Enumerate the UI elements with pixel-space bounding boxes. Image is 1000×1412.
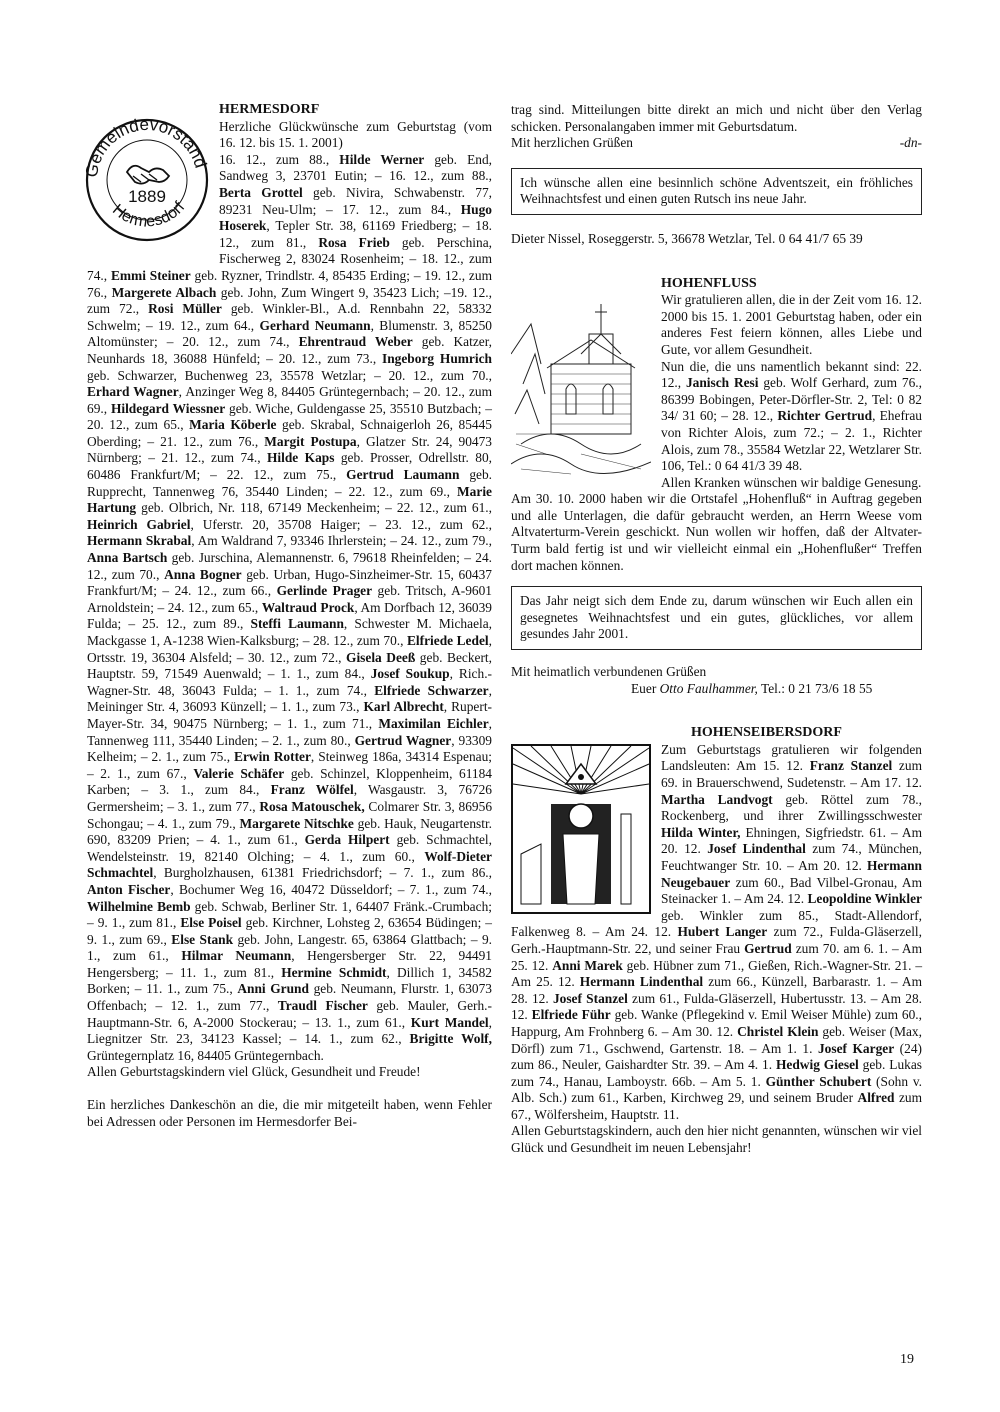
hohenseibersdorf-entry-detail-8: geb. Hübner zum 71., Gießen, Rich.-Wagner-Str. 21. – Am 25. 12.: [511, 957, 923, 990]
hermesdorf-birthday-detail-7: , Blumenstr. 3, 85250 Altomünster; – 20. 12., zum 74.,: [87, 317, 492, 350]
hermesdorf-birthday-name-16: Marie Hartung: [87, 483, 492, 516]
hermesdorf-birthday-detail-38: , Bochumer Weg 16, 40472 Düsseldorf; – 7. 1., zum 74.,: [170, 881, 492, 897]
hermesdorf-birthday-name-15: Gertrud Laumann: [346, 467, 460, 483]
hermesdorf-birthday-detail-14: geb. Prosser, Odrellstr. 80, 60486 Frankfurt/M; – 22. 12., zum 75.,: [87, 450, 492, 483]
hohenseibersdorf-entry-name-8: Anni Marek: [552, 957, 623, 973]
hermesdorf-birthday-name-42: Hilmar Neumann: [181, 948, 292, 964]
hohenfluss-sick: Allen Kranken wünschen wir baldige Genesung.: [661, 474, 922, 490]
hermesdorf-heading: HERMESDORF: [219, 102, 320, 117]
hohenseibersdorf-entry-name-10: Josef Stanzel: [552, 990, 628, 1006]
hermesdorf-birthday-name-0: Hilde Werner: [339, 151, 425, 167]
hermesdorf-birthday-detail-16: geb. Olbrich, Nr. 118, 67149 Meckenheim; – 22. 12., zum 61.,: [136, 500, 492, 516]
hohenseibersdorf-entry-detail-2: Ehningen, Sigfriedstr. 61. – Am 20. 12.: [661, 824, 922, 857]
hohenfluss-heading: HOHENFLUSS: [661, 275, 757, 291]
hohenseibersdorf-entry-name-0: Franz Stanzel: [809, 758, 893, 774]
hermesdorf-birthday-name-6: Rosi Müller: [148, 301, 222, 317]
hermesdorf-birthday-name-1: Berta Grottel: [219, 184, 303, 200]
hermesdorf-birthday-detail-40: geb. Kirchner, Lohsteg 2, 63654 Büdingen; – 9. 1., zum 69.,: [87, 915, 492, 947]
church-illustration: [511, 294, 651, 490]
hermesdorf-birthday-name-20: Anna Bogner: [164, 566, 242, 582]
hohenfluss-greeting: Mit heimatlich verbundenen Grüßen: [511, 664, 707, 680]
hohenseibersdorf-entry-detail-1: geb. Röttel zum 78., Rockenberg, und ihrer Zwillingsschwester: [661, 791, 923, 824]
hohenseibersdorf-entry-name-12: Christel Klein: [737, 1023, 819, 1039]
hermesdorf-stamp: [83, 102, 211, 257]
hermesdorf-birthday-name-46: Kurt Mandel: [410, 1014, 489, 1030]
hermesdorf-birthday-detail-12: geb. Skrabal, Schnaigerloh 26, 85445 Oberding; – 21. 12., zum 76.,: [87, 417, 492, 449]
hermesdorf-birthday-detail-11: geb. Wiche, Guldengasse 25, 35510 Butzbach; –20. 12., zum 65.,: [87, 400, 493, 433]
hermesdorf-birthday-name-19: Anna Bartsch: [87, 550, 168, 566]
hermesdorf-birthday-name-36: Gerda Hilpert: [304, 832, 390, 848]
hohenseibersdorf-entry-name-11: Elfriede Führ: [531, 1007, 611, 1023]
hohenseibersdorf-entry-detail-0: zum 69. in Brauerschwend, Sudetenstr. – Am 17. 12.: [661, 758, 922, 790]
hohenfluss-named-pre: Nun die, die uns namentlich bekannt sind: 22. 12.,: [661, 358, 922, 391]
hermesdorf-birthday-name-43: Hermine Schmidt: [281, 964, 387, 980]
hermesdorf-birthday-name-44: Anni Grund: [237, 981, 309, 997]
hermesdorf-thanks-a: Ein herzliches Dankeschön an die, die mir mitgeteilt haben, wenn Fehler bei Adressen oder Personen im Hermesdorfer Bei-: [87, 1097, 492, 1129]
hermesdorf-birthday-detail-22: , Am Dorfbach 12, 36039 Fulda; – 25. 12., zum 89.,: [87, 599, 492, 632]
hohenfluss-sign-tel: Tel.: 0 21 73/6 18 55: [757, 680, 873, 696]
hermesdorf-birthday-name-17: Heinrich Gabriel: [87, 516, 191, 532]
hohenfluss-box: Das Jahr neigt sich dem Ende zu, darum wünschen wir Euch allen ein gesegnetes Weihnachtsfest und ein gutes, glückliches, vor allem gesundes Jahr 2001.: [511, 586, 922, 650]
hermesdorf-birthday-detail-13: , Glatzer Str. 24, 90473 Nürnberg; – 21. 12., zum 74.,: [87, 433, 493, 466]
hermesdorf-birthday-detail-28: , Rupert-Mayer-Str. 34, 90475 Nürnberg; – 1. 1., zum 71.,: [87, 699, 493, 731]
hohenfluss-sign-name: Otto Faulhammer,: [659, 680, 758, 696]
hohenseibersdorf-entry-detail-13: (24) zum 86., Neuler, Gaishardter Str. 39. – Am 4. 1.: [511, 1040, 922, 1073]
hohenseibersdorf-closing: Allen Geburtstagskindern, auch den hier nicht genannten, wünschen wir viel Glück und Gesundheit im neuen Lebensjahr!: [511, 1123, 922, 1156]
woodcut-illustration: [511, 744, 651, 914]
hermesdorf-birthday-name-40: Else Poisel: [180, 915, 242, 931]
hermesdorf-birthday-detail-19: geb. Jurschina, Alemannenstr. 6, 79618 Rheinfelden; – 24. 12., zum 70.,: [87, 550, 493, 582]
hermesdorf-birthday-name-12: Maria Köberle: [189, 417, 277, 433]
hermesdorf-birthday-detail-43: , Dillich 1, 34582 Borken; – 11. 1., zum 75.,: [87, 964, 492, 997]
hohenseibersdorf-entry-name-16: Alfred: [857, 1090, 895, 1106]
hermesdorf-sign: -dn-: [899, 135, 922, 151]
hermesdorf-birthday-name-27: Elfriede Schwarzer: [374, 682, 489, 698]
hermesdorf-birthday-detail-20: geb. Urban, Hugo-Sinzheimer-Str. 15, 60437 Frankfurt/M; – 24. 12., zum 66.,: [87, 566, 492, 599]
hohenseibersdorf-entry-detail-5: geb. Winkler zum 85., Stadt-Allendorf, Falkenweg 8. – Am 24. 12.: [511, 907, 922, 940]
hermesdorf-birthday-name-22: Waltraud Prock: [261, 599, 355, 615]
hohenfluss-news: Am 30. 10. 2000 haben wir die Ortstafel „Hohenfluß“ in Auftrag gegeben und alle Unterlagen, die dafür gebraucht werden, an Herrn Weese vom Altvaterturm-Verein geschickt. Nun wollen wir hoffen, daß der Altvater-Turm bald fertig ist und wir vielleicht einmal ein „Hohenflußer“ Treffen dort machen können.: [511, 491, 922, 573]
hohenfluss-name-2: Richter Gertrud: [777, 408, 873, 424]
right-column: [511, 102, 922, 1157]
woodcut-drawing: [511, 744, 651, 914]
hohenseibersdorf-heading: HOHENSEIBERSDORF: [691, 725, 842, 741]
hermesdorf-closing: Allen Geburtstagskindern viel Glück, Gesundheit und Freude!: [87, 1064, 421, 1080]
hermesdorf-greeting: Mit herzlichen Grüßen: [511, 135, 633, 151]
left-column: [83, 102, 493, 1130]
hohenseibersdorf-entry-detail-3: zum 74., München, Feuchtwanger Str. 10. – Am 20. 12.: [661, 841, 922, 873]
hermesdorf-birthday-detail-44: geb. Neumann, Flurstr. 1, 63073 Offenbach; – 12. 1., zum 77.,: [87, 981, 492, 1014]
hermesdorf-birthday-detail-18: , Am Waldrand 7, 93346 Ihrlerstein; – 24. 12., zum 79.,: [191, 533, 492, 549]
hermesdorf-birthday-pre-0: 16. 12., zum 88.,: [219, 151, 340, 167]
hohenseibersdorf-entry-detail-4: zum 60., Bad Vilbel-Gronau, Am Steinacker 1. – Am 24. 12.: [661, 874, 922, 907]
hohenseibersdorf-entry-detail-15: (Sohn v. Alb. Sch.) zum 61., Karben, Kirchweg 29, und seinem Bruder: [511, 1073, 922, 1106]
hohenseibersdorf-entry-name-13: Josef Karger: [817, 1040, 895, 1056]
hermesdorf-birthday-name-37: Wolf-Dieter Schmachtel: [87, 848, 492, 881]
hermesdorf-birthday-name-45: Traudl Fischer: [277, 998, 368, 1014]
svg-text:Gemeindevorstand: Gemeindevorstand: [83, 114, 211, 179]
hermesdorf-birthday-detail-10: , Anzinger Weg 8, 84405 Grüntegernbach; – 20. 12., zum 69.,: [87, 384, 493, 416]
hohenseibersdorf-entry-name-4: Hermann Neugebauer: [661, 857, 922, 890]
hermesdorf-birthday-detail-17: , Uferstr. 20, 35708 Haiger; – 23. 12., zum 62.,: [190, 516, 492, 532]
hermesdorf-birthday-name-9: Ingeborg Humrich: [382, 350, 492, 366]
hermesdorf-birthday-detail-30: , 93309 Kelheim; – 2. 1., zum 75.,: [87, 732, 492, 765]
hermesdorf-birthday-detail-36: geb. Schmachtel, Wendelsteinstr. 19, 82140 Olching; – 4. 1., zum 60.,: [87, 832, 492, 864]
hermesdorf-contact: Dieter Nissel, Roseggerstr. 5, 36678 Wetzlar, Tel. 0 64 41/7 65 39: [511, 230, 863, 246]
hermesdorf-birthday-name-4: Emmi Steiner: [110, 267, 191, 283]
hermesdorf-birthday-name-23: Steffi Laumann: [250, 616, 344, 632]
hermesdorf-birthday-detail-0: geb. End, Sandweg 3, 23701 Eutin; – 16. 12., zum 88.,: [219, 151, 493, 184]
hohenseibersdorf-entry-name-3: Josef Lindenthal: [707, 841, 806, 857]
hermesdorf-birthday-name-34: Rosa Matouschek,: [259, 798, 365, 814]
hohenseibersdorf-entry-name-9: Hermann Lindenthal: [579, 974, 704, 990]
hermesdorf-birthday-name-47: Brigitte Wolf,: [409, 1031, 492, 1047]
hohenseibersdorf-entry-name-15: Günther Schubert: [765, 1073, 872, 1089]
hohenseibersdorf-entry-name-2: Hilda Winter,: [661, 824, 741, 840]
hermesdorf-birthday-name-35: Margarete Nitschke: [239, 815, 354, 831]
hermesdorf-birthday-detail-42: , Hengersberger Str. 22, 94491 Hengersberg; – 11. 1., zum 81.,: [87, 948, 492, 980]
hohenseibersdorf-entry-detail-9: zum 66., Künzell, Barbarastr. 1. – Am 28. 12.: [511, 974, 923, 1006]
hermesdorf-birthday-name-3: Rosa Frieb: [318, 234, 390, 250]
hohenseibersdorf-entry-name-14: Hedwig Giesel: [776, 1057, 859, 1073]
hermesdorf-birthday-detail-46: , Liegnitzer Str. 23, 34123 Kassel; – 14. 1., zum 62.,: [87, 1014, 492, 1047]
hohenfluss-named-post: , Ehefrau von Richter Alois, zum 72.; – 2. 1., Richter Alois, zum 78., 35584 Wetzlar 22, Wetzlarer Str. 106, Tel.: 0 64 41/3 39 48.: [661, 408, 923, 474]
hermesdorf-birthday-name-33: Franz Wölfel: [270, 782, 354, 798]
hermesdorf-birthday-name-5: Margerete Albach: [111, 284, 217, 300]
hermesdorf-birthday-name-28: Karl Albrecht: [363, 699, 444, 715]
hermesdorf-birthday-detail-21: geb. Tritsch, A-9601 Arnoldstein; – 24. 12., zum 65.,: [87, 583, 492, 615]
svg-text:Hermesdorf: Hermesdorf: [109, 198, 189, 231]
hermesdorf-birthday-name-30: Gertrud Wagner: [354, 732, 452, 748]
hermesdorf-birthday-detail-15: geb. Rupprecht, Tannenweg 76, 35440 Linden; – 22. 12., zum 69.,: [87, 467, 493, 499]
hermesdorf-birthday-name-29: Maximilan Eichler: [378, 715, 489, 731]
hermesdorf-birthday-detail-45: geb. Mauler, Gerh.-Hauptmann-Str. 6, A-2000 Stockerau; – 13. 1., zum 61.,: [87, 998, 492, 1030]
stamp-year: 1889: [128, 187, 166, 206]
hermesdorf-intro: Herzliche Glückwünsche zum Geburtstag (vom 16. 12. bis 15. 1. 2001): [219, 118, 492, 151]
hohenseibersdorf-entry-name-7: Gertrud: [744, 940, 792, 956]
hermesdorf-birthday-detail-33: , Wasgaustr. 3, 76726 Germersheim; – 3. 1., zum 77.,: [87, 782, 492, 814]
hermesdorf-birthday-name-31: Erwin Rotter: [234, 749, 311, 765]
hermesdorf-birthday-name-10: Erhard Wagner: [87, 384, 179, 400]
hermesdorf-birthday-name-41: Else Stank: [171, 931, 234, 947]
hermesdorf-box: Ich wünsche allen eine besinnlich schöne Adventszeit, ein fröhliches Weihnachtsfest und einen guten Rutsch ins neue Jahr.: [511, 168, 922, 215]
hermesdorf-birthday-detail-9: geb. Schwarzer, Buchenweg 23, 35578 Wetzlar; – 20. 12., zum 70.,: [87, 367, 492, 383]
hohenseibersdorf-entry-detail-14: geb. Lukas zum 74., Hanau, Lamboystr. 66b. – Am 5. 1.: [511, 1057, 922, 1089]
hohenseibersdorf-entry-name-1: Martha Landvogt: [661, 791, 773, 807]
hermesdorf-birthday-name-25: Gisela Deeß: [346, 649, 416, 665]
hermesdorf-birthday-detail-3: geb. Perschina, Fischerweg 2, 83024 Rosenheim; – 18. 12., zum 74.,: [87, 234, 492, 283]
hermesdorf-birthday-name-24: Elfriede Ledel: [407, 633, 489, 648]
hermesdorf-birthday-name-18: Hermann Skrabal: [87, 533, 192, 549]
hohenseibersdorf-entry-detail-12: geb. Weiser (Max, Dörfl) zum 71., Gschwend, Gartenstr. 18. – Am 1. 1.: [511, 1023, 922, 1056]
hermesdorf-birthday-detail-41: geb. John, Langestr. 65, 63864 Glattbach; – 9. 1., zum 61.,: [87, 931, 492, 964]
hermesdorf-birthday-detail-23: , Schwester M. Michaela, Mackgasse 1, A-1238 Wien-Kalksburg; – 28. 12., zum 70.,: [87, 616, 493, 648]
hermesdorf-birthdays: [87, 152, 492, 1065]
page-number: 19: [900, 1352, 914, 1367]
hermesdorf-birthday-detail-26: , Rich.-Wagner-Str. 48, 36043 Fulda; – 1. 1., zum 74.,: [87, 666, 492, 698]
stamp-graphic: [83, 102, 211, 252]
hermesdorf-birthday-detail-1: geb. Nivira, Schwabenstr. 77, 89231 Neu-Ulm; – 17. 12., zum 84.,: [219, 184, 493, 217]
hermesdorf-birthday-detail-24: , Ortsstr. 19, 36304 Alsfeld; – 30. 12., zum 72.,: [87, 633, 492, 665]
hohenseibersdorf-entry-name-5: Leopoldine Winkler: [807, 891, 922, 907]
hermesdorf-birthday-name-38: Anton Fischer: [87, 881, 171, 897]
hohenfluss-sign: [511, 681, 922, 698]
hohenseibersdorf-entry-detail-7: zum 70. am 6. 1. – Am 25. 12.: [511, 940, 922, 973]
hermesdorf-greeting-row: [511, 135, 922, 152]
hohenseibersdorf-entry-detail-6: zum 72., Fulda-Gläserzell, Gerh.-Hauptmann-Str. 22, und seiner Frau: [511, 924, 922, 956]
hermesdorf-birthday-name-2: Hugo Hoserek: [219, 201, 492, 234]
hermesdorf-birthday-detail-39: geb. Schwab, Berliner Str. 1, 64407 Fränk.-Crumbach; – 9. 1., zum 81.,: [87, 898, 492, 931]
hermesdorf-birthday-name-7: Gerhard Neumann: [259, 317, 371, 333]
hermesdorf-birthday-detail-6: geb. Winkler-Bl., A.d. Rennbahn 22, 58332 Schwelm; – 19. 12., zum 64.,: [87, 301, 492, 333]
hermesdorf-birthday-name-39: Wilhelmine Bemb: [87, 898, 191, 914]
hohenfluss-named-mid: geb. Wolf Gerhard, zum 76., 86399 Bobingen, Peter-Dörfler-Str. 2, Tel: 0 82 34/ 31 60; – 28. 12.,: [661, 375, 922, 424]
hohenfluss-name-1: Janisch Resi: [685, 375, 759, 391]
hermesdorf-birthday-name-21: Gerlinde Prager: [276, 583, 373, 599]
hermesdorf-birthday-detail-29: , Tannenweg 111, 35440 Linden; – 2. 1., zum 80.,: [87, 715, 492, 748]
hermesdorf-birthday-detail-37: , Burgholzhausen, 61381 Friedrichsdorf; – 7. 1., zum 86.,: [153, 865, 492, 881]
hermesdorf-birthday-detail-5: geb. John, Zum Wingert 9, 35423 Lich; –19. 12., zum 72.,: [87, 284, 492, 317]
hermesdorf-birthday-detail-32: geb. Schinzel, Kloppenheim, 61184 Karben; – 3. 1., zum 84.,: [87, 765, 493, 798]
hermesdorf-birthday-name-13: Margit Postupa: [264, 433, 357, 449]
hohenseibersdorf-entry-pre-0: Zum Geburtstags gratulieren wir folgenden Landsleuten: Am 15. 12.: [661, 741, 922, 774]
hermesdorf-birthday-name-14: Hilde Kaps: [266, 450, 335, 466]
hermesdorf-thanks-b: trag sind. Mitteilungen bitte direkt an mich und nicht über den Verlag schicken. Personalangaben immer mit Geburtsdatum.: [511, 102, 922, 134]
hermesdorf-birthday-detail-2: , Tepler Str. 38, 61169 Friedberg; – 18. 12., zum 81.,: [219, 218, 492, 250]
hermesdorf-birthday-name-32: Valerie Schäfer: [193, 765, 285, 781]
hohenseibersdorf-entry-detail-16: zum 67., Wölfersheim, Hauptstr. 11.: [511, 1090, 922, 1122]
hermesdorf-birthday-detail-34: Colmarer Str. 3, 86956 Schongau; – 4. 1., zum 79.,: [87, 798, 493, 831]
hermesdorf-birthday-name-8: Ehrentraud Weber: [298, 334, 413, 350]
hohenseibersdorf-entry-detail-10: zum 61., Fulda-Gläserzell, Hubertusstr. 13. – Am 28. 12.: [511, 990, 922, 1023]
hermesdorf-birthday-detail-47: Grüntegernplatz 16, 84405 Grüntegernbach.: [87, 1047, 324, 1063]
church-drawing: [511, 294, 651, 490]
hohenfluss-intro: Wir gratulieren allen, die in der Zeit vom 16. 12. 2000 bis 15. 1. 2001 Geburtstag haben, oder ein anderes Fest feiern können, alles Liebe und Gute, vor allem Gesundheit.: [661, 292, 922, 357]
hohenseibersdorf-entry-detail-11: geb. Wanke (Pflegekind v. Emil Weiser Mühle) zum 60., Happurg, Am Frohnberg 6. – Am 30. 12.: [511, 1007, 922, 1039]
hermesdorf-birthday-detail-4: geb. Ryzner, Trindlstr. 4, 85435 Erding; – 19. 12., zum 76.,: [87, 267, 492, 300]
hermesdorf-birthday-detail-25: geb. Beckert, Hauptstr. 59, 71549 Auenwald; – 1. 1., zum 84.,: [87, 649, 492, 682]
hermesdorf-birthday-detail-35: geb. Hauk, Neugartenstr. 690, 83209 Prien; – 4. 1., zum 61.,: [87, 815, 493, 848]
hohenseibersdorf-entry-name-6: Hubert Langer: [677, 924, 768, 940]
hermesdorf-birthday-name-11: Hildegard Wiessner: [110, 400, 226, 416]
hermesdorf-birthday-name-26: Josef Soukup: [370, 666, 450, 682]
hermesdorf-birthday-detail-8: geb. Katzer, Neunhards 18, 36088 Hünfeld; – 20. 12., zum 73.,: [87, 334, 492, 366]
hohenfluss-sign-pre: Euer: [631, 680, 660, 696]
hermesdorf-birthday-detail-27: , Meininger Str. 4, 36093 Künzell; – 1. 1., zum 73.,: [87, 682, 492, 715]
hermesdorf-birthday-detail-31: , Steinweg 186a, 34314 Espenau; – 2. 1., zum 67.,: [87, 749, 493, 781]
